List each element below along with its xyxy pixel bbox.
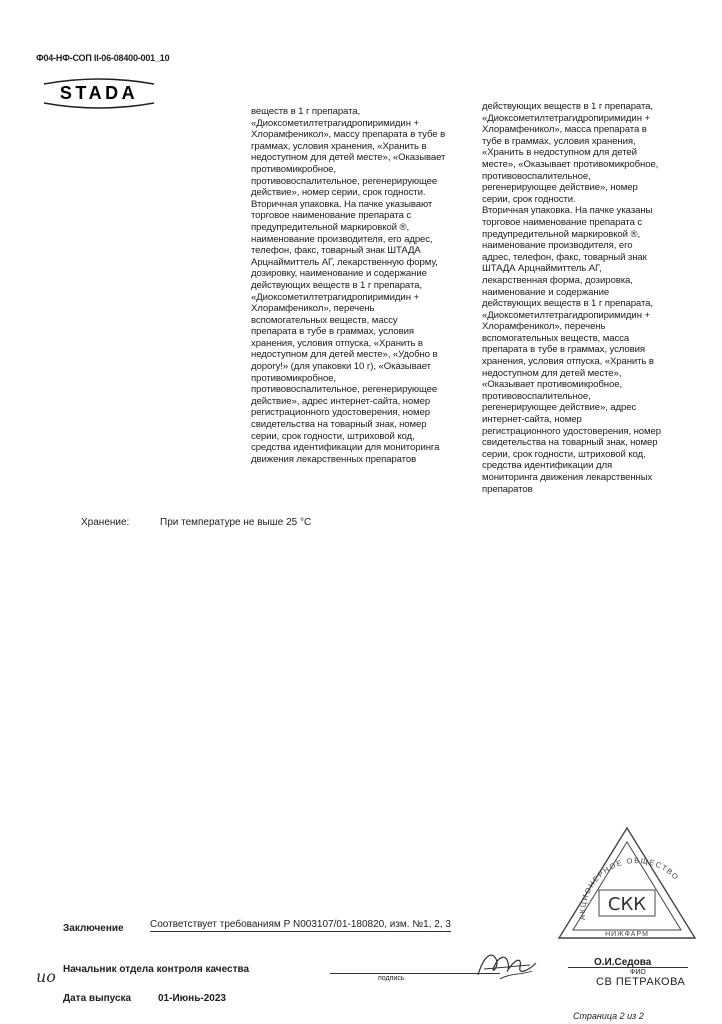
handwritten-signature xyxy=(470,945,550,985)
text-line: противомикробное, xyxy=(251,163,336,175)
fio-caption: ФИО xyxy=(630,969,646,976)
text-line: торговое наименование препарата с xyxy=(251,210,412,222)
text-line: «Диоксометилтетрагидропиримидин + xyxy=(251,117,419,129)
text-line: средства идентификации для xyxy=(482,460,613,472)
text-line: противовоспалительное, xyxy=(482,390,591,402)
text-line: Хлорамфеникол», перечень xyxy=(251,303,375,315)
text-line: Хлорамфеникол», масса препарата в xyxy=(482,124,647,136)
text-line: торговое наименование препарата с xyxy=(482,216,643,228)
text-line: серии, срок годности. xyxy=(482,193,576,205)
signature-caption: подпись xyxy=(378,975,405,982)
text-line: наименование производителя, его xyxy=(482,240,633,252)
text-line: свидетельства на товарный знак, номер xyxy=(482,437,658,449)
conclusion-value: Соответствует требованиям Р N003107/01-180820, изм. №1, 2, 3 xyxy=(150,919,451,930)
page-number: Страница 2 из 2 xyxy=(573,1011,644,1021)
company-stamp xyxy=(555,820,700,945)
text-line: Арцнаймиттель АГ, лекарственную форму, xyxy=(251,256,438,268)
text-line: лекарственная форма, дозировка, xyxy=(482,274,633,286)
text-line: действие», номер серии, срок годности. xyxy=(251,187,426,199)
text-line: противомикробное, xyxy=(251,372,336,384)
storage-value: При температуре не выше 25 °С xyxy=(160,517,312,528)
text-line: «Оказывает противомикробное, xyxy=(482,379,623,391)
text-line: регистрационного удостоверения, номер xyxy=(482,425,662,437)
head-of-qc-label: Начальник отдела контроля качества xyxy=(63,964,250,975)
text-line: граммах, условия хранения, «Хранить в xyxy=(251,140,427,152)
text-line: регенерирующее действие», адрес xyxy=(482,402,637,414)
text-line: мониторинга движения лекарственных xyxy=(482,472,653,483)
text-line: действующих веществ в 1 г препарата, xyxy=(482,101,653,112)
text-line: наименование и содержание xyxy=(482,286,610,298)
text-line: ШТАДА Арцнаймиттель АГ, xyxy=(482,263,602,275)
name-line xyxy=(568,967,688,968)
text-line: недоступном для детей месте», «Оказывает xyxy=(251,152,446,164)
right-column-text xyxy=(482,101,696,495)
text-line: регенерирующее действие», номер xyxy=(482,182,638,194)
printed-name: О.И.Седова xyxy=(594,957,652,968)
text-line: свидетельства на товарный знак, номер xyxy=(251,419,427,431)
left-column-text xyxy=(251,106,473,465)
text-line: действие», адрес интернет-сайта, номер xyxy=(251,395,431,407)
stada-logo xyxy=(38,76,160,110)
document-code: Ф04-НФ-СОП II-06-08400-001_10 xyxy=(36,53,170,63)
text-line: серии, срок годности, штриховой код, xyxy=(482,448,646,460)
text-line: предупредительной маркировкой ®, xyxy=(482,228,641,240)
text-line: препарата в тубе в граммах, условия xyxy=(482,344,645,356)
text-line: «Хранить в недоступном для детей xyxy=(482,147,637,159)
text-line: предупредительной маркировкой ®, xyxy=(251,221,410,233)
issue-date-label: Дата выпуска xyxy=(63,993,132,1004)
text-line: наименование производителя, его адрес, xyxy=(251,233,433,245)
handwritten-name: СВ ПЕТРАКОВА xyxy=(596,976,686,988)
svg-text:СКК: СКК xyxy=(607,894,647,915)
text-line: действующих веществ в 1 г препарата, xyxy=(482,298,653,310)
svg-text:АКЦИОНЕРНОЕ ОБЩЕСТВО: АКЦИОНЕРНОЕ ОБЩЕСТВО xyxy=(577,855,682,921)
text-line: Вторичная упаковка. На пачке указаны xyxy=(482,205,653,217)
text-line: противовоспалительное, регенерирующее xyxy=(251,175,438,187)
text-line: недоступном для детей месте», xyxy=(482,367,622,379)
text-line: противовоспалительное, регенерирующее xyxy=(251,384,438,396)
text-line: адрес, телефон, факс, товарный знак xyxy=(482,251,647,263)
text-line: «Диоксометилтетрагидропиримидин + xyxy=(482,309,650,321)
text-line: Вторичная упаковка. На пачке указывают xyxy=(251,198,433,210)
text-line: хранения, условия отпуска, «Хранить в xyxy=(251,337,423,349)
issue-date-value: 01-Июнь-2023 xyxy=(158,993,226,1004)
text-line: тубе в граммах, условия хранения, xyxy=(482,135,636,147)
svg-text:ио: ио xyxy=(36,967,56,986)
svg-text:НИЖФАРМ: НИЖФАРМ xyxy=(605,931,649,938)
text-line: действующих веществ в 1 г препарата, xyxy=(251,279,422,291)
text-line: серии, срок годности, штриховой код, xyxy=(251,430,415,442)
conclusion-label: Заключение xyxy=(63,923,124,934)
text-line: телефон, факс, товарный знак ШТАДА xyxy=(251,245,421,257)
text-line: дорогу!» (для упаковки 10 г), «Оказывает xyxy=(251,361,431,373)
text-line: интернет-сайта, номер xyxy=(482,414,582,426)
text-line: средства идентификации для мониторинга xyxy=(251,442,440,454)
text-line: вспомогательных веществ, масса xyxy=(482,332,630,344)
text-line: дозировку, наименование и содержание xyxy=(251,268,427,280)
text-line: «Диоксометилтетрагидропиримидин + xyxy=(482,112,650,124)
text-line: регистрационного удостоверения, номер xyxy=(251,407,431,419)
text-line: движения лекарственных препаратов xyxy=(251,453,417,465)
text-line: противовоспалительное, xyxy=(482,170,591,182)
text-line: Хлорамфеникол», массу препарата в тубе в xyxy=(251,129,446,141)
text-line: хранения, условия отпуска, «Хранить в xyxy=(482,356,654,368)
text-line: препаратов xyxy=(482,483,533,495)
logo-text: STADA xyxy=(59,83,139,103)
text-line: «Диоксометилтетрагидропиримидин + xyxy=(251,291,419,303)
text-line: препарата в тубе в граммах, условия xyxy=(251,326,414,338)
text-line: недоступном для детей месте», «Удобно в xyxy=(251,349,438,361)
text-line: вспомогательных веществ, массу xyxy=(251,314,398,326)
text-line: Хлорамфеникол», перечень xyxy=(482,321,606,333)
handwritten-initials xyxy=(34,965,66,987)
storage-label: Хранение: xyxy=(81,517,130,528)
text-line: веществ в 1 г препарата, xyxy=(251,106,361,117)
text-line: месте», «Оказывает противомикробное, xyxy=(482,158,659,170)
